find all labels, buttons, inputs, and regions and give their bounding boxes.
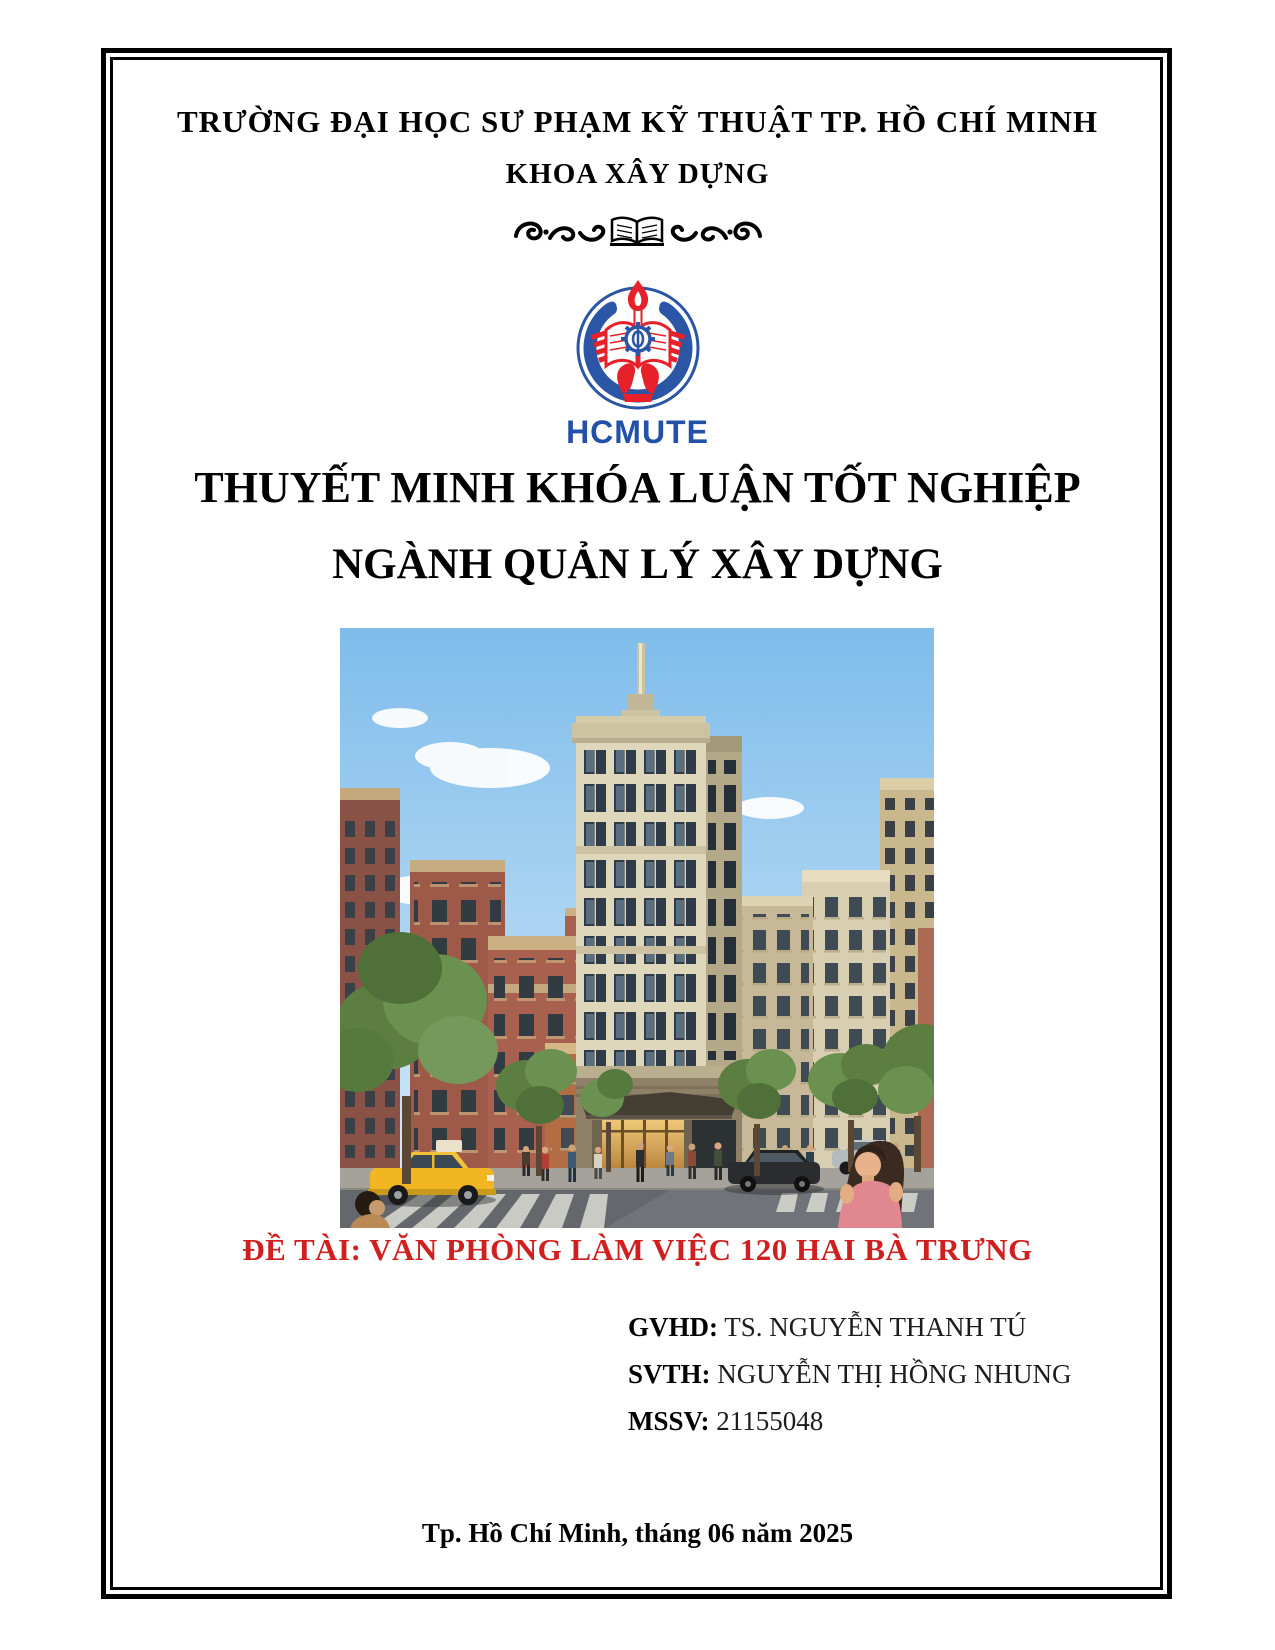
info-row-svth: [628, 1351, 1072, 1398]
svth-value: NGUYỄN THỊ HỒNG NHUNG: [717, 1359, 1072, 1389]
thesis-title-line1: THUYẾT MINH KHÓA LUẬN TỐT NGHIỆP: [194, 463, 1081, 512]
hcmute-logo-icon: [0, 276, 1275, 417]
mssv-value: 21155048: [716, 1406, 824, 1436]
gvhd-value: TS. NGUYỄN THANH TÚ: [724, 1312, 1027, 1342]
university-name: TRƯỜNG ĐẠI HỌC SƯ PHẠM KỸ THUẬT TP. HỒ CHÍ MINH: [176, 104, 1099, 139]
thesis-title-line2: NGÀNH QUẢN LÝ XÂY DỰNG: [332, 541, 943, 588]
mssv-label: MSSV:: [628, 1406, 710, 1436]
info-block: [628, 1304, 1072, 1445]
cover-image: [340, 628, 934, 1228]
svth-label: SVTH:: [628, 1359, 711, 1389]
place-date-line: Tp. Hồ Chí Minh, tháng 06 năm 2025: [421, 1518, 854, 1548]
hcmute-wordmark: HCMUTE: [566, 414, 709, 450]
topic-title: ĐỀ TÀI: VĂN PHÒNG LÀM VIỆC 120 HAI BÀ TRƯNG: [242, 1232, 1033, 1267]
info-row-mssv: [628, 1398, 1072, 1445]
faculty-name: KHOA XÂY DỰNG: [505, 158, 770, 190]
gvhd-label: GVHD:: [628, 1312, 718, 1342]
book-flourish-divider-icon: [0, 212, 1275, 257]
info-row-gvhd: [628, 1304, 1072, 1351]
